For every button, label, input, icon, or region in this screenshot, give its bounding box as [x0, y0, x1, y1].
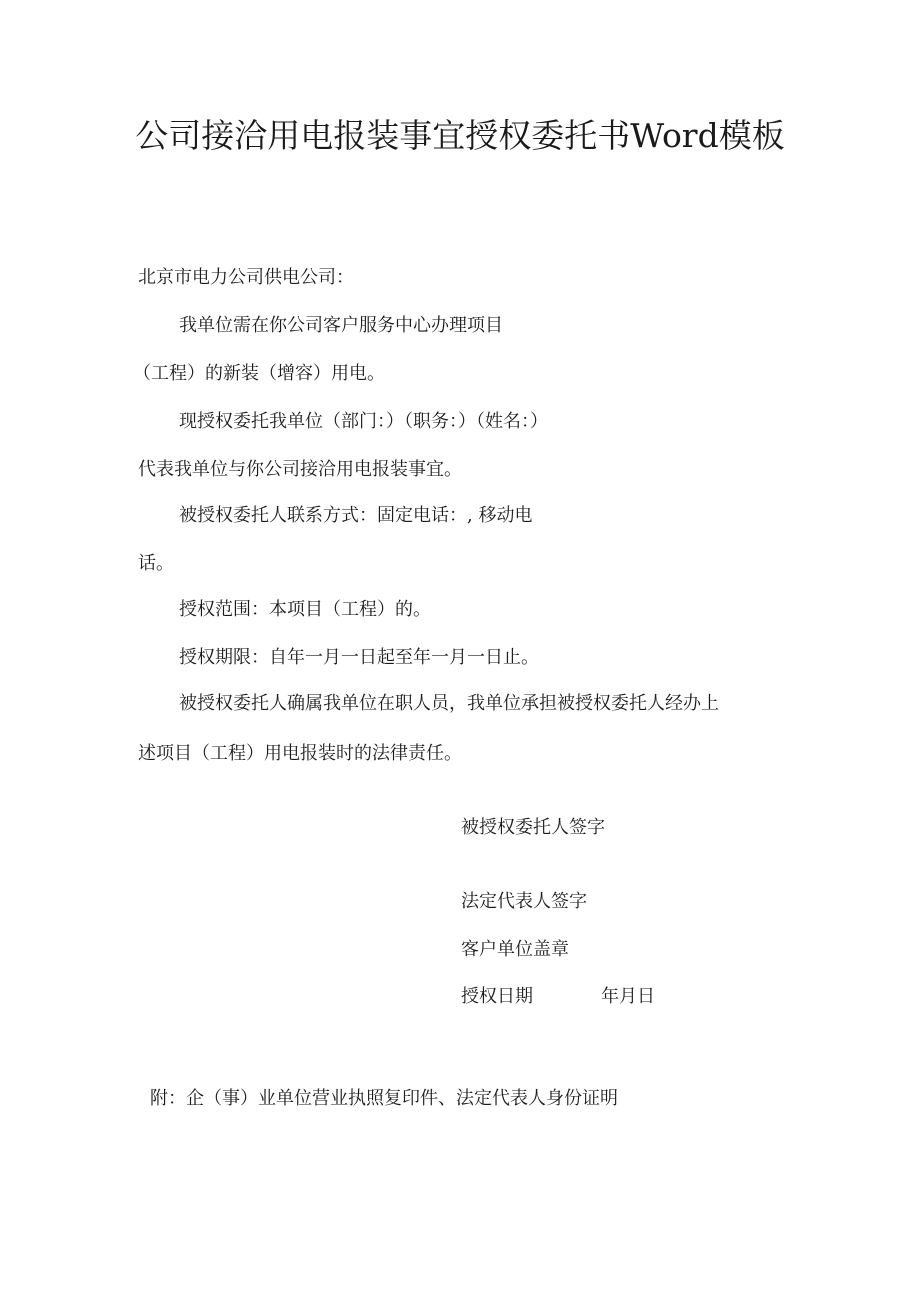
paragraph-line-1: 我单位需在你公司客户服务中心办理项目: [179, 315, 503, 336]
paragraph-line-2: （工程）的新装（增容）用电。: [133, 363, 385, 384]
legal-rep-signature-label: 法定代表人签字: [461, 891, 587, 912]
authorization-date-label: 授权日期: [461, 986, 533, 1007]
trustee-signature-label: 被授权委托人签字: [461, 817, 605, 838]
company-seal-label: 客户单位盖章: [461, 939, 569, 960]
paragraph-line-5: 被授权委托人联系方式：固定电话：, 移动电: [179, 505, 533, 526]
authorization-date-value: 年月日: [601, 986, 655, 1007]
paragraph-line-3: 现授权委托我单位（部门：）（职务：）（姓名：）: [179, 411, 548, 432]
attachment-note: 附：企（事）业单位营业执照复印件、法定代表人身份证明: [150, 1088, 618, 1109]
paragraph-line-9: 被授权委托人确属我单位在职人员，我单位承担被授权委托人经办上: [179, 693, 719, 714]
salutation: 北京市电力公司供电公司：: [138, 267, 354, 288]
paragraph-line-7: 授权范围：本项目（工程）的。: [179, 599, 431, 620]
paragraph-line-4: 代表我单位与你公司接洽用电报装事宜。: [138, 459, 462, 480]
authorization-date-row: [461, 985, 655, 1009]
paragraph-line-10: 述项目（工程）用电报装时的法律责任。: [138, 743, 462, 764]
paragraph-line-8: 授权期限：自年一月一日起至年一月一日止。: [179, 647, 539, 668]
paragraph-line-6: 话。: [138, 553, 174, 574]
document-title: 公司接洽用电报装事宜授权委托书Word模板: [135, 116, 785, 155]
